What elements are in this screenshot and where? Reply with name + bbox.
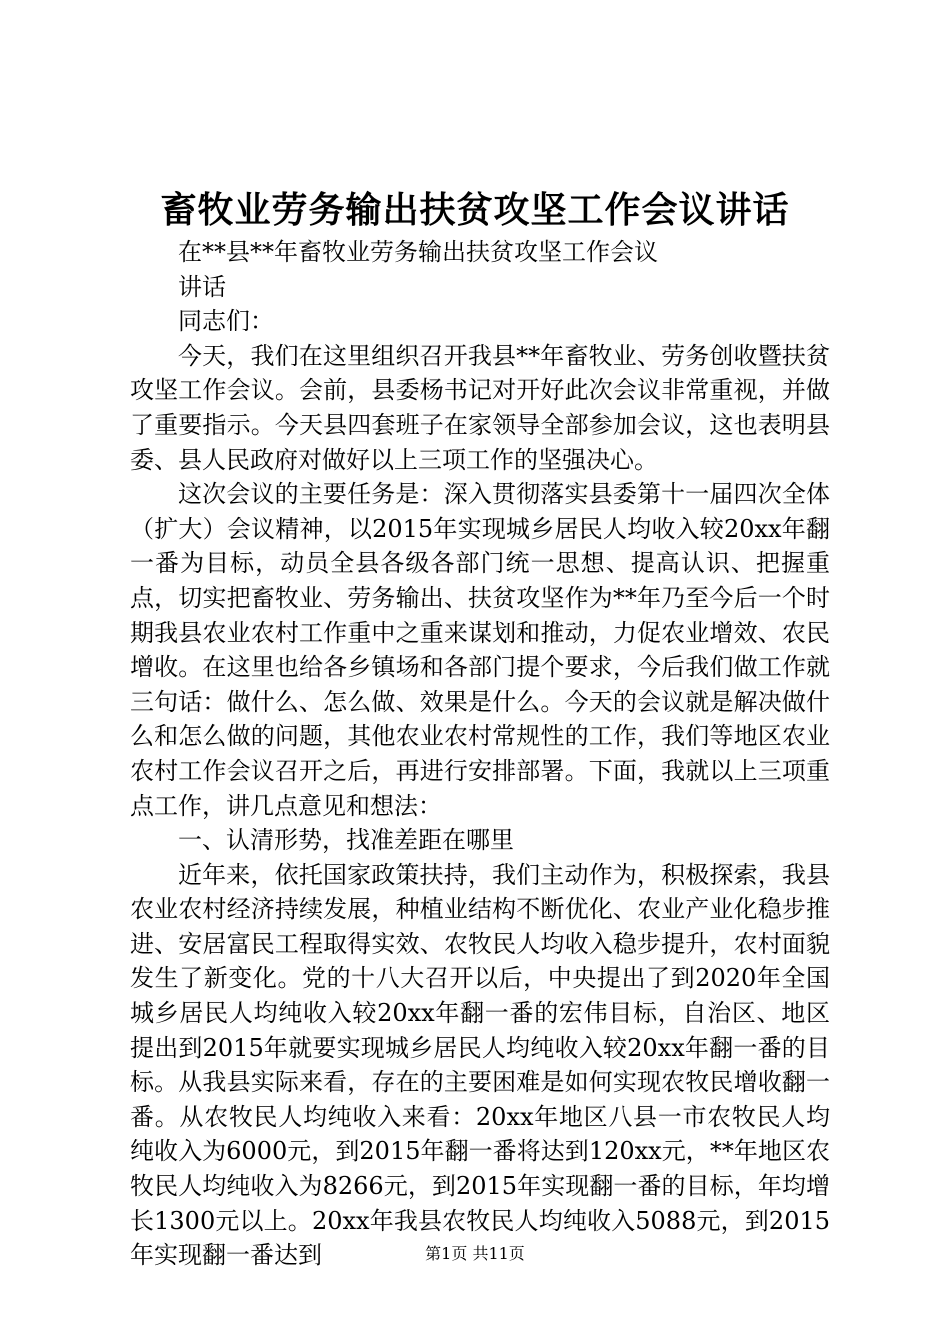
paragraph-situation: 近年来，依托国家政策扶持，我们主动作为，积极探索，我县农业农村经济持续发展，种植业结构不断优化、农业产业化稳步推进、安居富民工程取得实效、农牧民人均收入稳步提升，农村面貌发生了新变化。党的十八大召开以后，中央提出了到2020年全国城乡居民人均纯收入较20xx年翻一番的宏伟目标，自治区、地区提出到2015年就要实现城乡居民人均纯收入较20xx年翻一番的目标。从我县实际来看，存在的主要困难是如何实现农牧民增收翻一番。从农牧民人均纯收入来看：20xx年地区八县一市农牧民人均纯收入为6000元，到2015年翻一番将达到120xx元，**年地区农牧民人均纯收入为8266元，到2015年实现翻一番的目标，年均增长1300元以上。20xx年我县农牧民人均纯收入5088元，到2015年实现翻一番达到	[130, 860, 830, 1270]
section-heading-1: 一、认清形势，找准差距在哪里	[178, 826, 514, 855]
paragraph-opening: 今天，我们在这里组织召开我县**年畜牧业、劳务创收暨扶贫攻坚工作会议。会前，县委杨书记对开好此次会议非常重视，并做了重要指示。今天县四套班子在家领导全部参加会议，这也表明县委、县人民政府对做好以上三项工作的坚强决心。	[130, 341, 830, 474]
salutation: 同志们：	[178, 307, 274, 336]
page-footer: 第1页 共11页	[425, 1244, 525, 1263]
document-title: 畜牧业劳务输出扶贫攻坚工作会议讲话	[160, 189, 790, 231]
subtitle-line-1: 在**县**年畜牧业劳务输出扶贫攻坚工作会议	[178, 238, 658, 266]
document-body	[130, 235, 830, 1273]
subtitle-line-2: 讲话	[178, 272, 226, 301]
paragraph-main-tasks: 这次会议的主要任务是：深入贯彻落实县委第十一届四次全体（扩大）会议精神，以2015年实现城乡居民人均收入较20xx年翻一番为目标，动员全县各级各部门统一思想、提高认识、把握重点，切实把畜牧业、劳务输出、扶贫攻坚作为**年乃至今后一个时期我县农业农村工作重中之重来谋划和推动，力促农业增效、农民增收。在这里也给各乡镇场和各部门提个要求，今后我们做工作就三句话：做什么、怎么做、效果是什么。今天的会议就是解决做什么和怎么做的问题，其他农业农村常规性的工作，我们等地区农业农村工作会议召开之后，再进行安排部署。下面，我就以上三项重点工作，讲几点意见和想法：	[130, 480, 830, 820]
